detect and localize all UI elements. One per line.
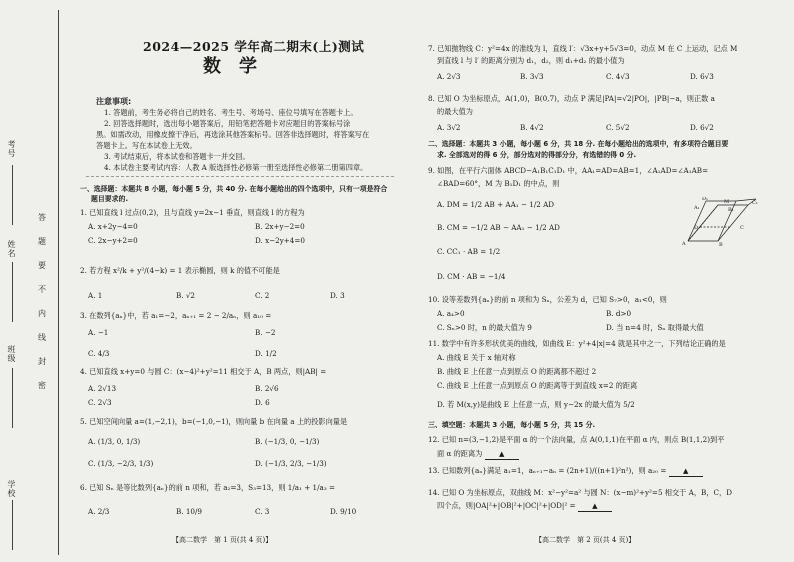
name-line — [12, 262, 13, 322]
answer-blank[interactable]: ▲ — [578, 502, 612, 512]
section2-heading-2: 求. 全部选对的得 6 分，部分选对的得部分分，有选错的得 0 分. — [437, 151, 637, 159]
seal-char: 要 — [38, 261, 46, 270]
school-label: 学校 — [7, 480, 16, 498]
section3-heading: 三、填空题：本题共 3 小题，每小题 5 分，共 15 分. — [428, 421, 596, 429]
question-stem-2: 的最大值为 — [437, 107, 473, 116]
seal-line — [58, 10, 59, 555]
answer-blank[interactable]: ▲ — [669, 467, 703, 477]
option: D. 3 — [330, 291, 345, 300]
question-stem: 6. 已知 Sₙ 是等比数列{aₙ}的前 n 项和，若 a₂=3，S₃=13，则 1/a₁ + 1/a₃ = — [80, 483, 336, 492]
question-stem: 2. 若方程 x²/k + y²/(4−k) = 1 表示椭圆，则 k 的值不可能是 — [80, 266, 280, 275]
figure-label: A — [682, 241, 686, 247]
option: B. √2 — [176, 291, 196, 300]
option: A. (1/3, 0, 1/3) — [88, 437, 141, 446]
answer-blank[interactable]: ▲ — [485, 450, 519, 460]
option: A. −1 — [88, 328, 109, 337]
question-stem: 5. 已知空间向量 a=(1,−2,1)，b=(−1,0,−1)，则向量 b 在向量 a 上的投影向量是 — [80, 417, 348, 426]
option: D. 6 — [255, 398, 270, 407]
option: A. 2√3 — [437, 72, 461, 81]
seal-char: 线 — [38, 333, 46, 342]
seal-char: 密 — [38, 381, 46, 390]
option: C. 2x−y+2=0 — [88, 236, 138, 245]
option: A. 2√13 — [88, 384, 117, 393]
question-row — [428, 466, 703, 477]
option: C. (1/3, −2/3, 1/3) — [88, 459, 154, 468]
section1-heading-2: 题目要求的. — [91, 195, 129, 203]
question-stem: 3. 在数列{aₙ}中，若 a₁=−2，aₙ₊₁ = 2 − 2/aₙ，则 a₁₀ = — [80, 311, 272, 320]
option: C. 5√2 — [606, 123, 630, 132]
option: C. 4/3 — [88, 349, 110, 358]
exam-no-label: 考号 — [7, 140, 16, 158]
option: D. 6√3 — [690, 72, 714, 81]
question-stem: 7. 已知抛物线 C：y²=4x 的准线为 l，直线 l′：√3x+y+5√3=0，动点 M 在 C 上运动，记点 M — [428, 44, 738, 53]
option: C. 2 — [255, 291, 270, 300]
notes-heading: 注意事项: — [96, 97, 132, 106]
note-line: 2. 回答选择题时，选出每小题答案后，用铅笔把答题卡对应题目的答案标号涂 — [104, 119, 351, 128]
note-line: 3. 考试结束后，将本试卷和答题卡一并交回。 — [104, 152, 250, 161]
figure-label: A₁ — [694, 205, 700, 211]
question-stem: 8. 已知 O 为坐标原点，A(1,0)，B(0,7)，动点 P 满足|PA|=√2|PO|，|PB|−a，则正数 a — [428, 94, 715, 103]
parallelepiped-figure — [680, 197, 760, 247]
exam-no-line — [12, 165, 13, 225]
figure-label: C₁ — [752, 200, 758, 206]
figure-label: B — [719, 242, 723, 247]
option: A. 1 — [88, 291, 103, 300]
exam-title: 2024—2025 学年高二期末(上)测试 — [143, 39, 365, 54]
option: A. 2/3 — [88, 507, 110, 516]
option: C. 4√3 — [606, 72, 630, 81]
option: C. 2√3 — [88, 398, 112, 407]
note-line: 4. 本试卷主要考试内容：人教 A 版选择性必修第一册至选择性必修第二册第四章。 — [104, 163, 368, 172]
footer-left: 【高二数学 第 1 页(共 4 页)】 — [172, 536, 273, 544]
option: B. (−1/3, 0, −1/3) — [255, 437, 320, 446]
option: A. 3√2 — [437, 123, 461, 132]
option: D. x−2y+4=0 — [255, 236, 305, 245]
question-stem: 11. 数学中有许多形状优美的曲线，如曲线 E：y²+4|x|=4 就是其中之一，下列结论正确的是 — [428, 339, 726, 348]
option: D. 当 n=4 时，Sₙ 取得最大值 — [606, 323, 704, 332]
question-stem-2-text: 四个点，则|OA|²+|OB|²+|OC|²+|OD|² = — [437, 501, 576, 510]
seal-char: 内 — [38, 309, 46, 318]
question-stem: 12. 已知 n=(3,−1,2)是平面 α 的一个法向量，点 A(0,1,1)在平面 α 内，则点 B(1,1,2)到平 — [428, 435, 725, 444]
seal-char: 答 — [38, 213, 46, 222]
question-stem: 13. 已知数列{aₙ}满足 a₁=1，aₙ₊₁−aₙ = (2n+1)/((n+1)²n²)，则 a₂₀ = — [428, 466, 667, 475]
footer-right: 【高二数学 第 2 页(共 4 页)】 — [535, 536, 636, 544]
option: B. 10/9 — [176, 507, 202, 516]
seal-char: 不 — [38, 285, 46, 294]
question-stem: 14. 已知 O 为坐标原点，双曲线 M：x²−y²=a² 与圆 N：(x−m)²+y²=5 相交于 A，B，C，D — [428, 488, 732, 497]
note-line: 答题卡上。写在本试卷上无效。 — [96, 141, 197, 150]
section1-heading: 一、选择题：本题共 8 小题，每小题 5 分，共 40 分. 在每小题给出的四个选项中，只有一项是符合 — [80, 185, 388, 193]
option: D. 9/10 — [330, 507, 357, 516]
figure-label: C — [740, 225, 744, 231]
option: B. 4√2 — [520, 123, 544, 132]
option: D. 6√2 — [690, 123, 714, 132]
seal-char: 题 — [38, 237, 46, 246]
option: B. 曲线 E 上任意一点到原点 O 的距离都不超过 2 — [437, 367, 597, 376]
option: C. 3 — [255, 507, 270, 516]
option: A. x+2y−4=0 — [88, 222, 138, 231]
seal-char: 封 — [38, 357, 46, 366]
option: B. d>0 — [606, 309, 632, 318]
question-stem-2 — [437, 449, 519, 460]
option: C. 曲线 E 上任意一点到原点 O 的距离等于到直线 x=2 的距离 — [437, 381, 638, 390]
option: B. CM = −1/2 AB − AA₁ − 1/2 AD — [437, 223, 560, 232]
binding-margin — [0, 0, 62, 562]
option: D. CM · AB = −1/4 — [437, 272, 506, 281]
section2-heading: 二、选择题：本题共 3 小题，每小题 6 分，共 18 分. 在每小题给出的选项中，有多项符合题目要 — [428, 140, 729, 148]
option: A. 曲线 E 关于 x 轴对称 — [437, 353, 516, 362]
option: B. 2√6 — [255, 384, 279, 393]
school-line — [12, 500, 13, 550]
note-line: 1. 答题前，考生务必将自己的姓名、考生号、考场号、座位号填写在答题卡上。 — [104, 108, 358, 117]
question-stem-2: ∠BAD=60°，M 为 B₁D₁ 的中点，则 — [437, 179, 560, 188]
question-stem: 10. 设等差数列{aₙ}的前 n 项和为 Sₙ，公差为 d，已知 S₇>0，a₁<0，则 — [428, 295, 667, 304]
option: D. (−1/3, 2/3, −1/3) — [255, 459, 327, 468]
question-stem-2-text: 面 α 的距离为 — [437, 449, 483, 458]
option: C. CC₁ · AB = 1/2 — [437, 247, 501, 256]
question-stem: 1. 已知直线 l 过点(0,2)，且与直线 y=2x−1 垂直，则直线 l 的方程为 — [80, 208, 305, 217]
option: C. Sₙ>0 时，n 的最大值为 9 — [437, 323, 532, 332]
class-line — [12, 368, 13, 428]
option: A. DM = 1/2 AB + AA₁ − 1/2 AD — [437, 200, 555, 209]
option: B. 2x+y−2=0 — [255, 222, 305, 231]
name-label: 姓名 — [7, 240, 16, 258]
option: D. 1/2 — [255, 349, 277, 358]
figure-label: B₁ — [728, 207, 734, 213]
note-line: 黑。如需改动，用橡皮擦干净后，再选涂其他答案标号。回答非选择题时，将答案写在 — [96, 130, 370, 139]
question-stem: 4. 已知直线 x+y=0 与圆 C：(x−4)²+y²=11 相交于 A，B 两点，则|AB| = — [80, 367, 327, 376]
question-stem-2: 到直线 l 与 l′ 的距离分别为 d₁，d₂，则 d₁+d₂ 的最小值为 — [437, 56, 625, 65]
figure-edge — [706, 199, 756, 201]
option: B. 3√3 — [520, 72, 544, 81]
question-stem: 9. 如图，在平行六面体 ABCD−A₁B₁C₁D₁ 中，AA₁=AD=AB=1，∠A₁AD=∠A₁AB= — [428, 166, 709, 175]
question-stem-2 — [437, 501, 612, 512]
option: D. 若 M(x,y)是曲线 E 上任意一点，则 y−2x 的最大值为 5/2 — [437, 400, 635, 409]
figure-label: D₁ — [702, 197, 709, 202]
class-label: 班级 — [7, 345, 16, 363]
option: A. a₄>0 — [437, 309, 465, 318]
figure-label: M — [724, 199, 730, 205]
option: B. −2 — [255, 328, 276, 337]
subject-title: 数学 — [203, 56, 275, 77]
figure-label: D — [694, 225, 699, 231]
